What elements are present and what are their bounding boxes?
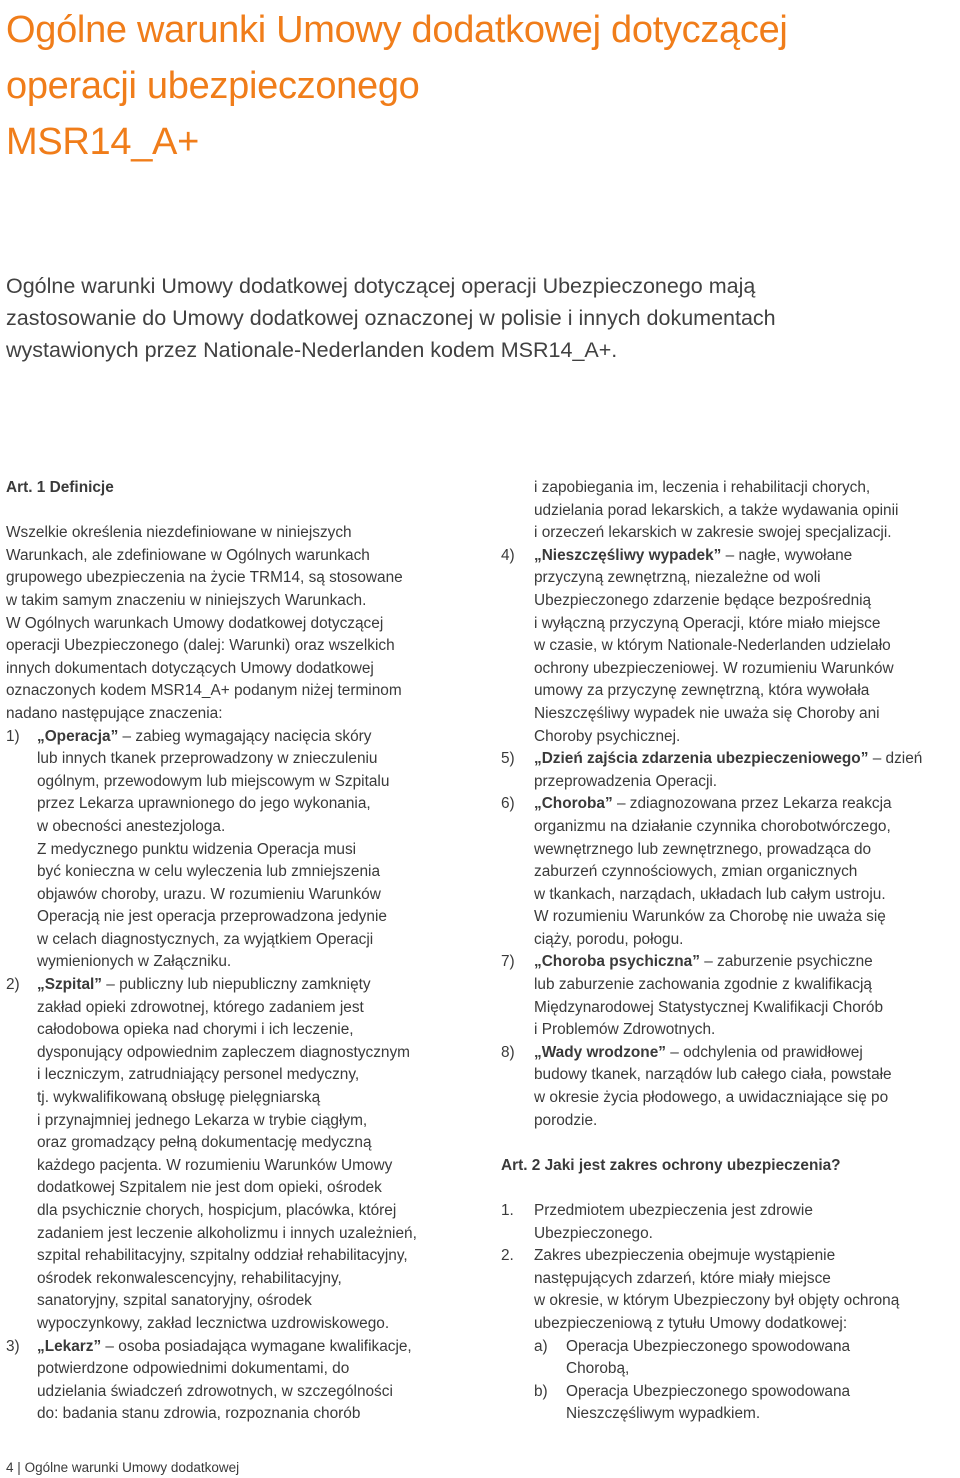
text-line: wypoczynkowy, zakład lecznictwa uzdrowiskowego.: [37, 1314, 390, 1332]
text-line: Operacją nie jest operacja przeprowadzona jedynie: [37, 908, 387, 926]
definition-wady-wrodzone: [501, 1042, 957, 1132]
definition-body: [37, 1336, 476, 1426]
art2-subitem-b: [534, 1381, 957, 1426]
subitem-body: [566, 1381, 957, 1426]
text-line: być konieczna w celu wyleczenia lub zmniejszenia: [37, 863, 381, 881]
text-line: w celach diagnostycznych, za wyjątkiem Operacji: [37, 930, 374, 948]
text-line: objawów choroby, urazu. W rozumieniu Warunków: [37, 885, 381, 903]
definition-term: „Szpital”: [37, 976, 102, 994]
subitem-letter: b): [534, 1382, 548, 1400]
art1-heading: Art. 1 Definicje: [6, 479, 114, 496]
text-line: dodatkowej Szpitalem nie jest dom opieki, ośrodek: [37, 1179, 382, 1197]
text-line: potwierdzone odpowiednimi dokumentami, do: [37, 1360, 350, 1378]
text-line: w okresie życia płodowego, a uwidaczniające się po: [534, 1089, 889, 1107]
text-line: przeprowadzenia Operacji.: [534, 772, 718, 790]
definition-number: 6): [501, 795, 515, 813]
text-line: ciąży, porodu, połogu.: [534, 930, 684, 948]
definition-nieszczesliwy-wypadek: [501, 545, 957, 748]
text-line: ośrodek rekonwalescencyjny, rehabilitacyjny,: [37, 1269, 342, 1287]
title-line-1: Ogólne warunki Umowy dodatkowej dotyczącej: [6, 9, 788, 51]
text-line: dysponujący odpowiednim zapleczem diagnostycznym: [37, 1043, 410, 1061]
text-line: Nieszczęśliwym wypadkiem.: [566, 1405, 761, 1423]
text-line: przyczyną zewnętrzną, niezależne od woli: [534, 569, 821, 587]
text-line: w czasie, w którym Nationale-Nederlanden udzielało: [534, 637, 891, 655]
text-line: porodzie.: [534, 1111, 598, 1129]
text-line: ubezpieczeniową z tytułu Umowy dodatkowej:: [534, 1314, 848, 1332]
definition-number: 5): [501, 750, 515, 768]
text-line: umowy za przyczynę zewnętrzną, która wywołała: [534, 682, 870, 700]
text-line: oznaczonych kodem MSR14_A+ podanym niżej terminom: [6, 682, 402, 700]
definition-body: [534, 477, 957, 545]
definition-szpital: [6, 974, 476, 1336]
text-line: lub zaburzenie zachowania zgodnie z kwalifikacją: [534, 976, 872, 994]
left-column: [6, 477, 476, 1426]
text-line: następujących zdarzeń, które miały miejsce: [534, 1269, 831, 1287]
text-line: sanatoryjny, szpital sanatoryjny, ośrodek: [37, 1292, 312, 1310]
text-line: oraz gromadzący pełną dokumentację medyczną: [37, 1134, 372, 1152]
text-line: Z medycznego punktu widzenia Operacja musi: [37, 840, 357, 858]
text-line: – odchylenia od prawidłowej: [665, 1043, 863, 1061]
text-line: do: badania stanu zdrowia, rozpoznania chorób: [37, 1405, 361, 1423]
definition-term: „Lekarz”: [37, 1337, 102, 1355]
definition-body: [534, 793, 957, 951]
text-line: Wszelkie określenia niezdefiniowane w niniejszych: [6, 524, 352, 542]
definition-term: „Nieszczęśliwy wypadek”: [534, 546, 722, 564]
text-line: innych dokumentach dotyczących Umowy dodatkowej: [6, 659, 374, 677]
footer-separator: |: [17, 1460, 21, 1475]
text-line: i leczniczym, zatrudniający personel medyczny,: [37, 1066, 360, 1084]
text-line: budowy tkanek, narządów lub całego ciała, powstałe: [534, 1066, 892, 1084]
intro-paragraph: [6, 270, 936, 366]
art2-subitem-a: [534, 1336, 957, 1381]
text-line: udzielania porad lekarskich, a także wydawania opinii: [534, 501, 899, 519]
text-line: Zakres ubezpieczenia obejmuje wystąpienie: [534, 1247, 836, 1265]
text-line: operacji Ubezpieczonego (dalej: Warunki) oraz wszelkich: [6, 637, 395, 655]
text-line: i wyłączną przyczyną Operacji, które miało miejsce: [534, 614, 881, 632]
subitem-letter: a): [534, 1337, 548, 1355]
item-body: [534, 1245, 957, 1426]
intro-line-3: wystawionych przez Nationale-Nederlanden kodem MSR14_A+.: [6, 338, 618, 362]
definition-number: 4): [501, 546, 515, 564]
text-line: Ubezpieczonego.: [534, 1224, 653, 1242]
text-line: nadano następujące znaczenia:: [6, 704, 223, 722]
text-line: dla psychicznie chorych, hospicjum, placówka, której: [37, 1202, 397, 1219]
text-line: każdego pacjenta. W rozumieniu Warunków Umowy: [37, 1156, 393, 1174]
definition-body: [534, 545, 957, 748]
definition-choroba: [501, 793, 957, 951]
text-line: wewnętrznego lub zewnętrznego, prowadząca do: [534, 840, 872, 858]
text-line: – osoba posiadająca wymagane kwalifikacje,: [101, 1337, 412, 1355]
text-line: – nagłe, wywołane: [721, 546, 853, 564]
text-line: Warunkach, ale zdefiniowane w Ogólnych warunkach: [6, 546, 370, 564]
text-line: – publiczny lub niepubliczny zamknięty: [102, 976, 371, 994]
footer-text: Ogólne warunki Umowy dodatkowej: [24, 1460, 240, 1475]
definition-body: [534, 951, 957, 1041]
definition-lekarz: [6, 1336, 476, 1426]
text-line: Przedmiotem ubezpieczenia jest zdrowie: [534, 1202, 813, 1219]
definition-dzien-zajscia: [501, 748, 957, 793]
text-line: przez Lekarza uprawnionego do jego wykonania,: [37, 795, 371, 813]
title-line-2: operacji ubezpieczonego: [6, 65, 420, 107]
definition-term: „Choroba”: [534, 795, 613, 813]
art2-heading: Art. 2 Jaki jest zakres ochrony ubezpieczenia?: [501, 1156, 841, 1174]
text-line: Nieszczęśliwy wypadek nie uważa się Choroby ani: [534, 704, 880, 722]
definition-term: „Dzień zajścia zdarzenia ubezpieczeniowego”: [534, 750, 869, 768]
item-body: [534, 1200, 957, 1245]
definition-operacja: [6, 726, 476, 975]
definition-number: 7): [501, 953, 515, 971]
definition-body: [534, 1042, 957, 1132]
text-line: zaburzeń czynnościowych, zmian organicznych: [534, 863, 858, 881]
intro-line-1: Ogólne warunki Umowy dodatkowej dotyczącej operacji Ubezpieczonego mają: [6, 274, 756, 298]
text-line: zadaniem jest leczenie alkoholizmu i innych uzależnień,: [37, 1224, 417, 1242]
definition-number: 2): [6, 976, 20, 994]
definition-body: [534, 748, 957, 793]
text-line: ogólnym, przewodowym lub miejscowym w Szpitalu: [37, 772, 390, 790]
text-line: Chorobą,: [566, 1360, 630, 1378]
definition-number: 8): [501, 1043, 515, 1061]
art1-paragraph-1: [6, 522, 476, 612]
definition-term: „Wady wrodzone”: [534, 1043, 666, 1061]
definition-number: 3): [6, 1337, 20, 1355]
definition-body: [37, 974, 476, 1336]
definition-choroba-psychiczna: [501, 951, 957, 1041]
text-line: grupowego ubezpieczenia na życie TRM14, są stosowane: [6, 569, 403, 587]
text-line: lub innych tkanek przeprowadzony w znieczuleniu: [37, 750, 378, 768]
text-line: i przynajmniej jednego Lekarza w trybie ciągłym,: [37, 1111, 368, 1129]
definition-term: „Operacja”: [37, 727, 119, 745]
art1-paragraph-2: [6, 613, 476, 726]
text-line: wymienionych w Załączniku.: [37, 953, 232, 971]
text-line: udzielania świadczeń zdrowotnych, w szczególności: [37, 1382, 393, 1400]
text-line: i orzeczeń lekarskich w zakresie swojej specjalizacji.: [534, 524, 892, 542]
item-number: 2.: [501, 1247, 514, 1265]
text-line: i zapobiegania im, leczenia i rehabilitacji chorych,: [534, 479, 871, 496]
subitem-body: [566, 1336, 957, 1381]
text-line: w obecności anestezjologa.: [37, 817, 226, 835]
title-line-3: MSR14_A+: [6, 121, 199, 163]
art2-item-1: [501, 1200, 957, 1245]
document-title: [6, 2, 946, 170]
art2-item-2: [501, 1245, 957, 1426]
text-line: szpital rehabilitacyjny, szpitalny oddział rehabilitacyjny,: [37, 1247, 408, 1265]
text-line: organizmu na działanie czynnika chorobotwórczego,: [534, 817, 891, 835]
definition-term: „Choroba psychiczna”: [534, 953, 700, 971]
text-line: W Ogólnych warunkach Umowy dodatkowej dotyczącej: [6, 614, 384, 632]
text-line: Operacja Ubezpieczonego spowodowana: [566, 1382, 851, 1400]
definition-body: [37, 726, 476, 975]
text-line: – zdiagnozowana przez Lekarza reakcja: [612, 795, 892, 813]
text-line: ochrony ubezpieczeniowej. W rozumieniu Warunków: [534, 659, 894, 677]
item-number: 1.: [501, 1202, 514, 1219]
text-line: w okresie, w którym Ubezpieczony był objęty ochroną: [534, 1292, 900, 1310]
page-number: 4: [6, 1460, 14, 1475]
text-line: w takim samym znaczeniu w niniejszych Warunkach.: [6, 591, 367, 609]
definition-lekarz-continued: [501, 477, 957, 545]
text-line: Ubezpieczonego zdarzenie będące bezpośrednią: [534, 591, 872, 609]
text-line: tj. wykwalifikowaną obsługę pielęgniarską: [37, 1089, 321, 1107]
page-footer: [6, 1459, 239, 1477]
definition-number: 1): [6, 727, 20, 745]
text-line: zakład opieki zdrowotnej, którego zadaniem jest: [37, 998, 364, 1016]
text-line: – zabieg wymagający nacięcia skóry: [118, 727, 372, 745]
intro-line-2: zastosowanie do Umowy dodatkowej oznaczonej w polisie i innych dokumentach: [6, 306, 776, 330]
text-line: W rozumieniu Warunków za Chorobę nie uważa się: [534, 908, 886, 926]
text-line: Choroby psychicznej.: [534, 727, 681, 745]
text-line: całodobowa opieka nad chorymi i ich leczenie,: [37, 1021, 354, 1039]
right-column: [501, 477, 957, 1426]
text-line: – zaburzenie psychiczne: [699, 953, 873, 971]
text-line: w tkankach, narządach, układach lub całym ustroju.: [534, 885, 886, 903]
text-line: Operacja Ubezpieczonego spowodowana: [566, 1337, 851, 1355]
text-line: i Problemów Zdrowotnych.: [534, 1021, 716, 1039]
text-line: Międzynarodowej Statystycznej Kwalifikacji Chorób: [534, 998, 884, 1016]
text-line: – dzień: [868, 750, 923, 768]
